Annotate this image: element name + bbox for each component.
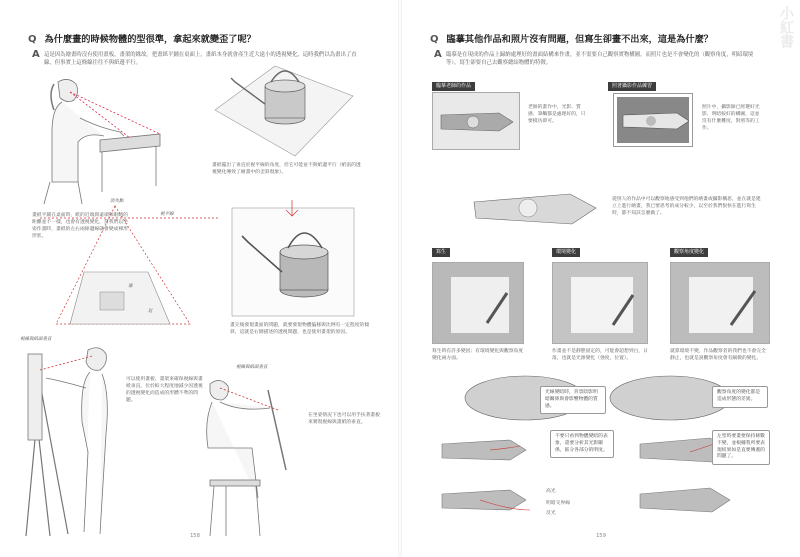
photo-environment-change (552, 262, 648, 344)
q-label: Q (430, 34, 439, 45)
page-number-right: 159 (596, 533, 606, 539)
caption-copy-master: 老師的畫作中，光影、質感、筆觸都是處理好的，只要模仿即可。 (528, 105, 586, 124)
a-label: A (434, 49, 442, 60)
answer-text: 臨摹是在現成的作品上歸納處理好的畫面結構來作畫，並不需要自己觀察實物構圖，而照片也是不會變化的（觀察角度，明暗環境等），寫生卻要自己去觀察總結物體的特徵。 (446, 52, 754, 66)
label-reflected-light: 反光 (546, 511, 556, 516)
caption-life-drawing: 寫生時有許多變因；有環境變化與觀察角度變化兩方面。 (432, 349, 524, 361)
question-text: 臨摹其他作品和照片沒有問題，但寫生卻畫不出來，這是為什麼？ (446, 34, 713, 45)
master-drawing-tube (432, 92, 520, 150)
right-answer (434, 49, 766, 67)
caption-angle-change: 就算環境不變，作品觀察者的我們也不會完全靜止，也就是說觀察角度會有細微的變化。 (670, 349, 766, 361)
photo-angle-change (670, 262, 770, 344)
tag-copy-photo: 照著攝影作品練習 (608, 82, 656, 91)
a-label: A (32, 49, 40, 60)
right-question (430, 34, 780, 46)
label-vanishing-point: 消失點 (110, 199, 124, 204)
note-keep-lines: 左型時要畫要保持條數不變，並根據我所要表現結果如是直要傳遞的問題了。 (712, 430, 770, 465)
standing-easel-illustration (20, 340, 130, 540)
label-far: 遠 (128, 284, 133, 289)
right-page (400, 0, 800, 557)
label-eye-line-standing: 視線與紙面垂直 (20, 337, 52, 342)
caption-seated-board: 在坐姿情況下也可以用手扶著畫板來實現視線與畫紙的垂直。 (308, 413, 380, 425)
seated-board-illustration (190, 370, 310, 540)
caption-copy-photo: 照片中，攝影師已經選好光影、明暗較好的構圖，這並沒有什麼難度，對照等的工作。 (702, 105, 760, 131)
watering-can-sketch-flat (205, 60, 355, 160)
caption-use-easel: 可以使用畫板、畫架來確保視線與畫紙垂直，位於較大程度地減少因透視的透視變化而造成的形體不準的問題。 (126, 377, 203, 403)
caption-skew-problem: 畫完後發現畫面的問題，就要發現物體偏移與比例有一定程度的傾斜，這就是右側描述的透視問題，也是使用畫架的原因。 (230, 323, 370, 335)
question-text: 為什麼畫的時候物體的型很準，拿起來就變歪了呢？ (44, 34, 256, 45)
answer-text: 這是因為繪畫時沒有使用畫板，畫架的緣故。把畫紙平鋪在桌面上，畫紙本身就會產生近大遠小的透視變化，這時我們以為畫出了直線，但事實上這條線往往不與紙邊平行。 (44, 52, 357, 66)
note-angle-difference: 觀察角度的變化都是造成形態的差異。 (712, 386, 768, 408)
caption-flat-paper: 畫紙擺出了垂直於視平線的角度，但它可能並不與紙邊平行（紙張的透視變化導致了繪畫中的歪斜現象）。 (212, 163, 361, 175)
watermark: 小紅書 (778, 6, 794, 48)
photo-tube (614, 94, 692, 146)
seated-drawing-illustration (30, 70, 170, 210)
page-number-left: 158 (190, 533, 200, 539)
tag-life-drawing: 寫生 (432, 248, 450, 257)
caption-environment-change: 作畫並不是靜態固定的，可能會超想到白，日落，也就是光源變化（強度，位置）。 (552, 349, 648, 361)
tube-sketch-middle (470, 190, 600, 230)
left-question (28, 34, 388, 46)
label-near: 近 (148, 309, 153, 314)
caption-from-others: 從別人的作品中可以觀察地感受到他們的繪畫或攝影構思，並在就是建立上進行繪畫，我已要思考的成分較少，以至於我們很快在進行寫生時，都不知該怎麼做了。 (612, 197, 761, 216)
label-eye-line-seated: 視線與紙面垂直 (236, 365, 268, 370)
note-light-dark: 光線變暗時，背景陰影明暗關係與會影響物體的質感。 (540, 386, 606, 414)
label-horizon-line: 視平線 (160, 212, 174, 217)
photo-life-drawing (432, 262, 524, 344)
label-highlight: 高光 (546, 489, 556, 494)
watering-can-sketch-upright (230, 206, 356, 318)
caption-desk-perspective: 畫紙平鋪在桌面時，紙的近端與遠端和眼睛的距離並不一樣，也會有透視變化，當我們以坐姿作畫時，畫紙的左右兩條邊線就會變成梯形形狀。 (32, 213, 128, 239)
q-label: Q (28, 34, 37, 45)
label-terminator: 明暗交界線 (546, 501, 570, 506)
perspective-triangle-diagram (40, 196, 220, 336)
tag-copy-master: 臨摹老師的作品 (432, 82, 475, 91)
tag-angle-change: 觀察角度變化 (670, 248, 708, 257)
note-analyze-shadow: 不要只看到物體變暗的表象，還要分析其光影關係，區分各部分的明度。 (550, 430, 614, 458)
tag-environment-change: 環境變化 (552, 248, 580, 257)
